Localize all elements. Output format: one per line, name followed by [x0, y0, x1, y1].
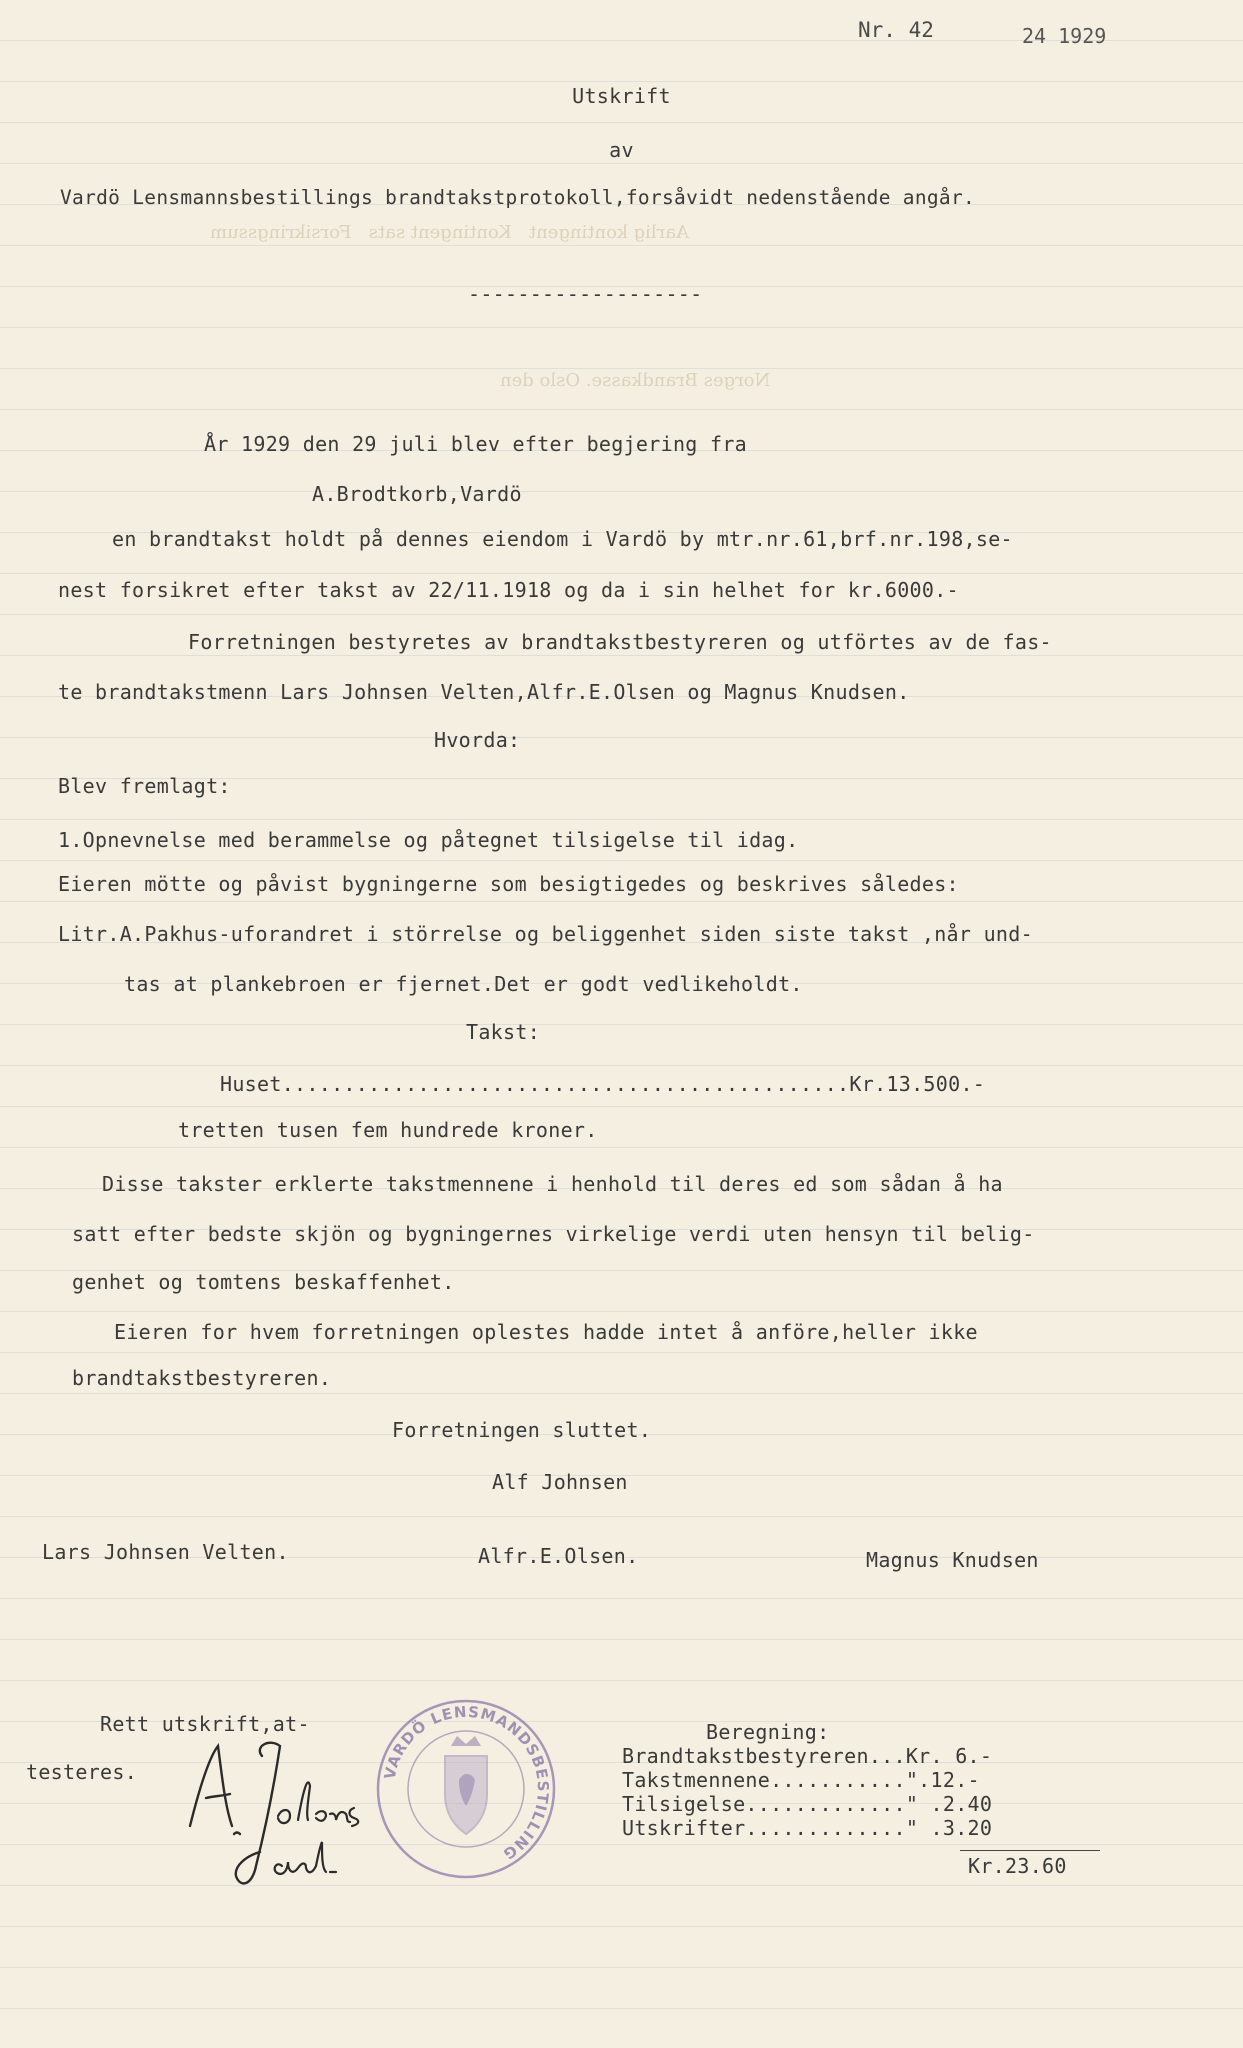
body-line: tas at plankebroen er fjernet.Det er godt vedlikeholdt. — [124, 972, 803, 996]
title-rule: ------------------- — [468, 282, 703, 306]
body-line: satt efter bedste skjön og bygningernes virkelige verdi uten hensyn til belig- — [72, 1222, 1035, 1246]
body-line: Disse takster erklerte takstmennene i henhold til deres ed som sådan å ha — [102, 1172, 1003, 1196]
signatory-knudsen: Magnus Knudsen — [866, 1548, 1039, 1572]
body-line: Hvorda: — [434, 728, 521, 752]
valuation-line: Huset..............................................Kr.13.500.- — [220, 1072, 986, 1096]
body-line: Litr.A.Pakhus-uforandret i störrelse og beliggenhet siden siste takst ,når und- — [58, 922, 1033, 946]
body-line: Takst: — [466, 1020, 541, 1044]
calculation-row: Tilsigelse............." .2.40 — [622, 1792, 993, 1816]
calculation-row: Takstmennene...........".12.- — [622, 1768, 980, 1792]
body-line: genhet og tomtens beskaffenhet. — [72, 1270, 455, 1294]
body-line: Forretningen bestyretes av brandtakstbestyreren og utförtes av de fas- — [188, 630, 1052, 654]
signatory-velten: Lars Johnsen Velten. — [42, 1540, 289, 1564]
bleed-through-text: Aarlig kontingent Kontingent sats Forsikringssum — [210, 222, 689, 243]
body-line: Eieren for hvem forretningen oplestes hadde intet å anföre,heller ikke — [114, 1320, 978, 1344]
body-line: te brandtakstmenn Lars Johnsen Velten,Alfr.E.Olsen og Magnus Knudsen. — [58, 680, 910, 704]
body-line: År 1929 den 29 juli blev efter begjering fra — [204, 432, 748, 456]
doc-subtitle: Vardö Lensmannsbestillings brandtakstprotokoll,forsåvidt nedenstående angår. — [60, 186, 976, 209]
body-line: en brandtakst holdt på dennes eiendom i Vardö by mtr.nr.61,brf.nr.198,se- — [112, 527, 1013, 551]
body-line: A.Brodtkorb,Vardö — [312, 482, 522, 506]
total-rule — [960, 1850, 1100, 1851]
calculation-total: Kr.23.60 — [968, 1854, 1067, 1878]
official-seal — [375, 1698, 557, 1880]
calculation-row: Brandtakstbestyreren...Kr. 6.- — [622, 1744, 993, 1768]
archive-stamp-number: Nr. 42 — [858, 18, 934, 42]
attest-line: testeres. — [26, 1760, 138, 1784]
body-line: tretten tusen fem hundrede kroner. — [178, 1118, 598, 1142]
body-line: Eieren mötte og påvist bygningerne som besigtigedes og beskrives således: — [58, 872, 959, 896]
body-line: Forretningen sluttet. — [392, 1418, 652, 1442]
body-line: 1.Opnevnelse med berammelse og påtegnet tilsigelse til idag. — [58, 828, 799, 852]
doc-title: Utskrift — [572, 84, 671, 108]
bleed-through-text-2: Norges Brandkasse. Oslo den — [500, 370, 771, 391]
body-line: nest forsikret efter takst av 22/11.1918 og da i sin helhet for kr.6000.- — [58, 578, 959, 602]
archive-stamp-date: 24 1929 — [1022, 24, 1107, 48]
body-line: brandtakstbestyreren. — [72, 1366, 332, 1390]
calculation-row: Utskrifter............." .3.20 — [622, 1816, 993, 1840]
calculation-heading: Beregning: — [706, 1720, 830, 1744]
body-line: Blev fremlagt: — [58, 774, 231, 798]
svg-text:VARDÖ LENSMANDSBESTILLING: VARDÖ LENSMANDSBESTILLING — [380, 1702, 553, 1864]
handwritten-signature — [170, 1716, 380, 1896]
signatory-olsen: Alfr.E.Olsen. — [478, 1544, 639, 1568]
doc-title-av: av — [609, 138, 634, 162]
officer-name: Alf Johnsen — [492, 1470, 628, 1494]
attest-line: Rett utskrift,at- — [100, 1712, 310, 1736]
